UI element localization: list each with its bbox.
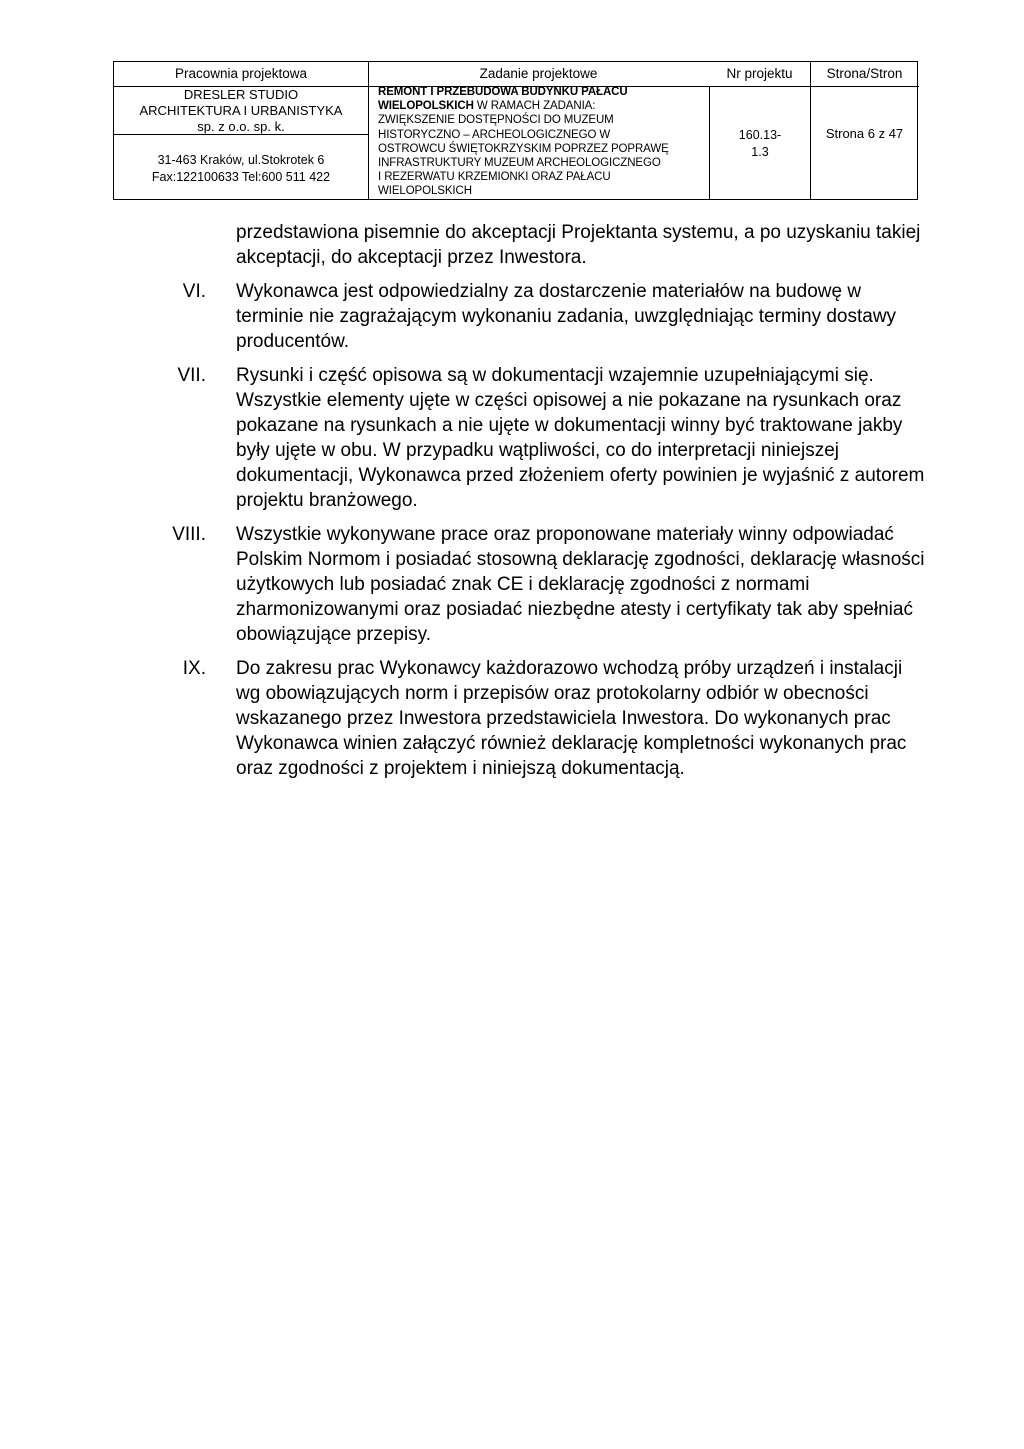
paragraph-intro bbox=[150, 220, 930, 270]
list-item-text: Rysunki i część opisowa są w dokumentacji wzajemnie uzupełniającymi się. Wszystkie elementy ujęte w części opisowej a nie pokazane na rysunkach oraz pokazane na rysunkach a nie ujęte w dokumentacji winny być traktowane jakby były ujęte w obu. W przypadku wątpliwości, co do interpretacji niniejszej dokumentacji, Wykonawca przed złożeniem oferty powinien je wyjaśnić z autorem projektu branżowego. bbox=[236, 365, 925, 511]
list-item-text: Do zakresu prac Wykonawcy każdorazowo wchodzą próby urządzeń i instalacji wg obowiązujących norm i przepisów oraz protokolarny odbiór w obecności wskazanego przez Inwestora przedstawiciela Inwestora. Do wykonanych prac Wykonawca winien załączyć również deklarację kompletności wykonanych prac oraz zgodności z projektem i niniejszą dokumentacją. bbox=[236, 658, 907, 779]
col-title-studio: Pracownia projektowa bbox=[174, 66, 308, 81]
project-task-description bbox=[378, 85, 708, 199]
col-title-page: Strona/Stron bbox=[826, 66, 903, 81]
studio-address bbox=[114, 152, 368, 186]
project-number-line: 1.3 bbox=[751, 145, 769, 159]
col-title-task: Zadanie projektowe bbox=[479, 66, 598, 81]
address-line: 31-463 Kraków, ul.Stokrotek 6 bbox=[157, 153, 325, 167]
task-line: I REZERWATU KRZEMIONKI ORAZ PAŁACU bbox=[378, 171, 611, 184]
task-title-bold: REMONT I PRZEBUDOWA BUDYNKU PAŁACU bbox=[378, 86, 628, 98]
studio-line: DRESLER STUDIO bbox=[183, 87, 299, 102]
list-item-text: Wykonawca jest odpowiedzialny za dostarczenie materiałów na budowę w terminie nie zagrażającym wykonaniu zadania, uwzględniając terminy dostawy producentów. bbox=[236, 281, 897, 352]
list-item bbox=[150, 279, 930, 354]
document-body bbox=[150, 220, 930, 790]
task-line: WIELOPOLSKICH bbox=[378, 185, 472, 198]
studio-line: sp. z o.o. sp. k. bbox=[197, 119, 285, 134]
paragraph-text: przedstawiona pisemnie do akceptacji Projektanta systemu, a po uzyskaniu takiej akceptacji, do akceptacji przez Inwestora. bbox=[236, 222, 921, 268]
list-item-number: IX. bbox=[182, 658, 206, 679]
list-item bbox=[150, 363, 930, 513]
task-line: ZWIĘKSZENIE DOSTĘPNOŚCI DO MUZEUM bbox=[378, 114, 614, 127]
task-line: HISTORYCZNO – ARCHEOLOGICZNEGO W bbox=[378, 128, 611, 141]
list-item-number: VIII. bbox=[172, 524, 206, 545]
address-line: Fax:122100633 Tel:600 511 422 bbox=[151, 170, 331, 184]
list-item bbox=[150, 656, 930, 781]
studio-name bbox=[114, 87, 368, 135]
list-item-number: VI. bbox=[182, 281, 206, 302]
project-number bbox=[710, 127, 810, 161]
document-header-table bbox=[113, 61, 918, 200]
task-line: OSTROWCU ŚWIĘTOKRZYSKIM POPRZEZ POPRAWĘ bbox=[378, 142, 669, 155]
list-item bbox=[150, 522, 930, 647]
task-line: INFRASTRUKTURY MUZEUM ARCHEOLOGICZNEGO bbox=[378, 157, 661, 170]
studio-line: ARCHITEKTURA I URBANISTYKA bbox=[139, 103, 343, 118]
page-indicator: Strona 6 z 47 bbox=[825, 126, 904, 141]
project-number-line: 160.13- bbox=[738, 128, 782, 142]
col-title-project-number: Nr projektu bbox=[726, 66, 793, 81]
list-item-text: Wszystkie wykonywane prace oraz proponowane materiały winny odpowiadać Polskim Normom i posiadać stosowną deklarację zgodności, deklarację własności użytkowych lub posiadać znak CE i deklarację zgodności z normami zharmonizowanymi oraz posiadać niezbędne atesty i certyfikaty tak aby spełniać obowiązujące przepisy. bbox=[236, 524, 925, 645]
task-title-bold: WIELOPOLSKICH bbox=[378, 100, 474, 113]
list-item-number: VII. bbox=[177, 365, 206, 386]
task-line: W RAMACH ZADANIA: bbox=[473, 100, 596, 113]
